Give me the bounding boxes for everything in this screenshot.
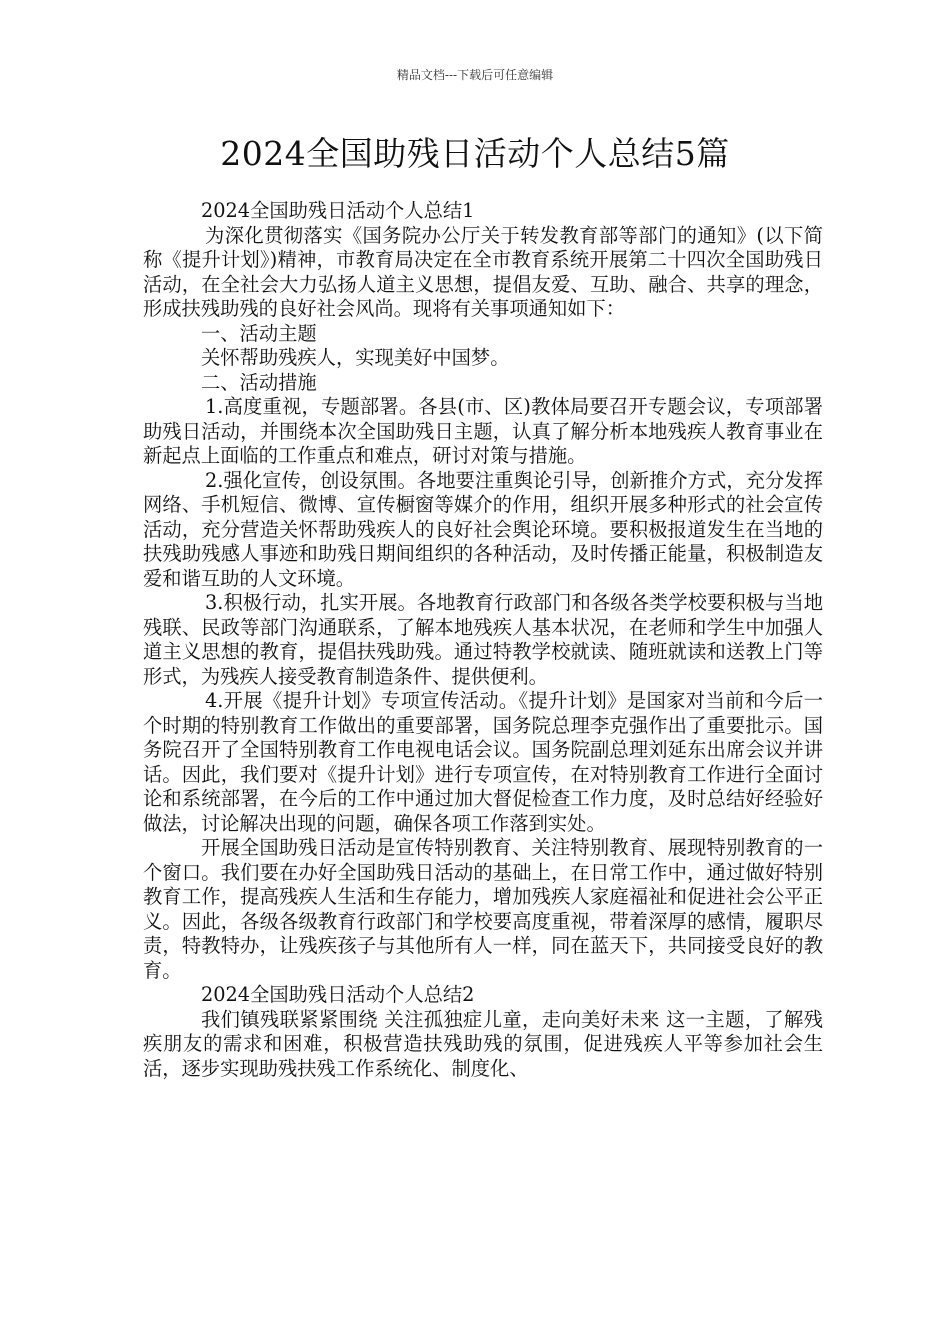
paragraph: 1.高度重视，专题部署。各县(市、区)教体局要召开专题会议，专项部署助残日活动，并围绕本次全国助残日主题，认真了解分析本地残疾人教育事业在新起点上面临的工作重点和难点，研讨对策与措施。 xyxy=(143,395,823,467)
paragraph: 关怀帮助残疾人，实现美好中国梦。 xyxy=(201,346,510,369)
paragraph: 4.开展《提升计划》专项宣传活动。《提升计划》是国家对当前和今后一个时期的特别教育工作做出的重要部署，国务院总理李克强作出了重要批示。国务院召开了全国特别教育工作电视电话会议。国务院副总理刘延东出席会议并讲话。因此，我们要对《提升计划》进行专项宣传，在对特别教育工作进行全面讨论和系统部署，在今后的工作中通过加大督促检查工作力度，及时总结好经验好做法，讨论解决出现的问题，确保各项工作落到实处。 xyxy=(143,689,823,835)
header-note: 精品文档---下载后可任意编辑 xyxy=(396,68,554,82)
paragraph: 2024全国助残日活动个人总结2 xyxy=(201,983,475,1006)
paragraph: 二、活动措施 xyxy=(201,370,317,394)
paragraph: 我们镇残联紧紧围绕 关注孤独症儿童，走向美好未来 这一主题，了解残疾朋友的需求和困难，积极营造扶残助残的氛围，促进残疾人平等参加社会生活，逐步实现助残扶残工作系统化、制度化、 xyxy=(143,1007,823,1080)
paragraph: 2.强化宣传，创设氛围。各地要注重舆论引导，创新推介方式，充分发挥网络、手机短信、微博、宣传橱窗等媒介的作用，组织开展多种形式的社会宣传活动，充分营造关怀帮助残疾人的良好社会舆论环境。要积极报道发生在当地的扶残助残感人事迹和助残日期间组织的各种活动，及时传播正能量，积极制造友爱和谐互助的人文环境。 xyxy=(143,468,823,590)
paragraph: 2024全国助残日活动个人总结1 xyxy=(201,199,475,222)
paragraph: 为深化贯彻落实《国务院办公厅关于转发教育部等部门的通知》(以下简称《提升计划》)精神，市教育局决定在全市教育系统开展第二十四次全国助残日活动，在全社会大力弘扬人道主义思想，提倡友爱、互助、融合、共享的理念，形成扶残助残的良好社会风尚。现将有关事项通知如下： xyxy=(143,223,823,320)
paragraph: 一、活动主题 xyxy=(201,321,317,345)
document-title: 2024全国助残日活动个人总结5篇 xyxy=(220,134,730,173)
document-body xyxy=(143,199,823,1081)
paragraph: 3.积极行动，扎实开展。各地教育行政部门和各级各类学校要积极与当地残联、民政等部门沟通联系，了解本地残疾人基本状况，在老师和学生中加强人道主义思想的教育，提倡扶残助残。通过特教学校就读、随班就读和送教上门等形式，为残疾人接受教育制造条件、提供便利。 xyxy=(143,591,823,688)
paragraph: 开展全国助残日活动是宣传特别教育、关注特别教育、展现特别教育的一个窗口。我们要在办好全国助残日活动的基础上，在日常工作中，通过做好特别教育工作，提高残疾人生活和生存能力，增加残疾人家庭福祉和促进社会公平正义。因此，各级各级教育行政部门和学校要高度重视，带着深厚的感情，履职尽责，特教特办，让残疾孩子与其他所有人一样，同在蓝天下，共同接受良好的教育。 xyxy=(143,836,823,982)
